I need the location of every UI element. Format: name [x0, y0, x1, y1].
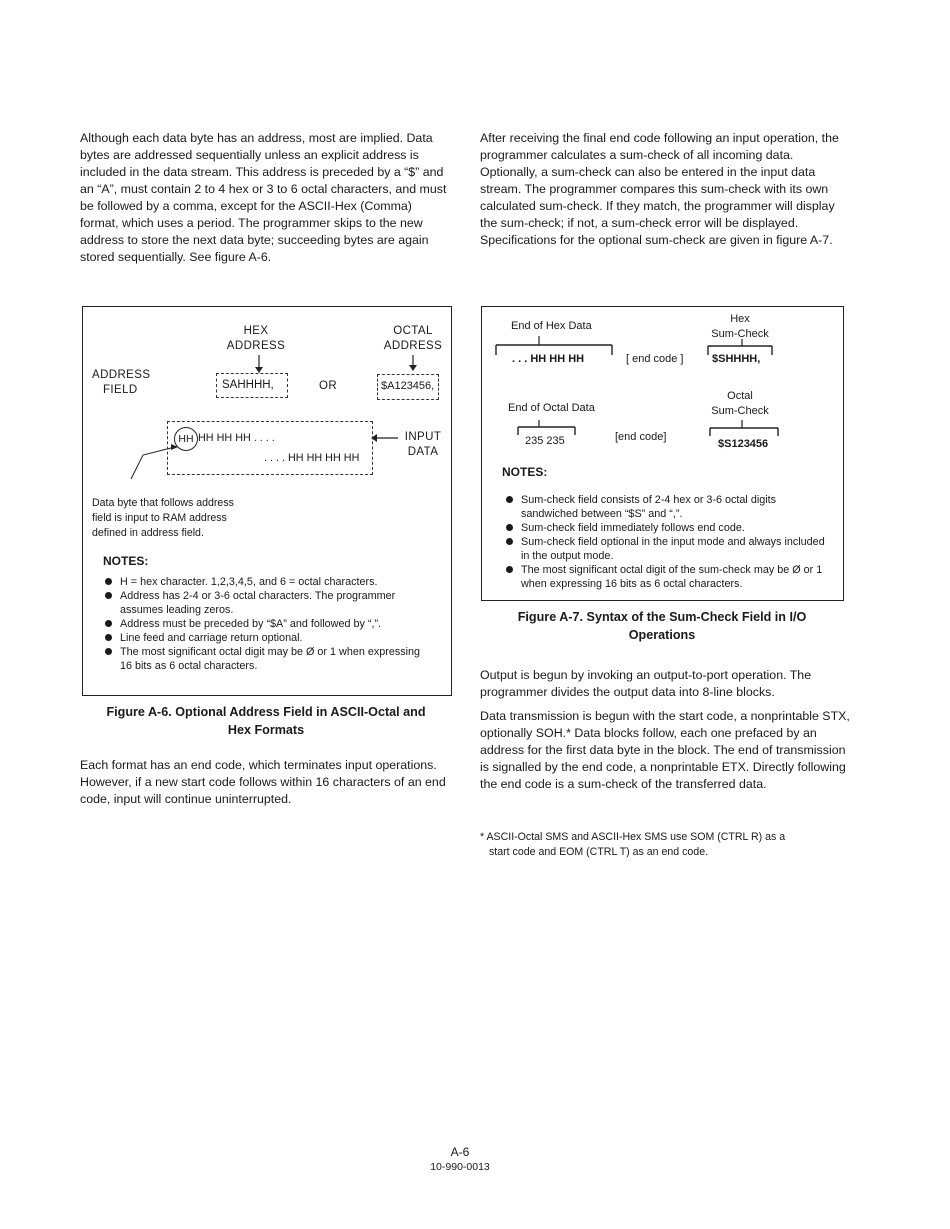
octal-address-box	[377, 374, 439, 400]
input-data-label: INPUT DATA	[404, 431, 442, 458]
octal-sumcheck-value: $S123456	[718, 438, 769, 450]
end-code-hex: [ end code ]	[626, 353, 684, 365]
figure-a7-notes-heading: NOTES:	[502, 465, 548, 479]
address-arrows	[83, 307, 451, 507]
end-octal-label: End of Octal Data	[508, 402, 595, 414]
hex-address-value: SAHHHH,	[222, 379, 274, 391]
list-item: The most significant octal digit may be Ø or 1 when expressing 16 bits as 6 octal characters.	[103, 645, 433, 673]
list-item: The most significant octal digit of the sum-check may be Ø or 1 when expressing 16 bits as 6 octal characters.	[504, 563, 828, 591]
right-intro-paragraph: After receiving the final end code following an input operation, the programmer calculates a sum-check of all incoming data. Optionally, a sum-check can also be entered in the input data stream. The programmer compares this sum-check with its own calculated sum-check. If they match, the programmer will display the sum-check; if not, a sum-check error will be displayed. Specifications for the optional sum-check are given in figure A-7.	[480, 131, 839, 247]
left-closing-paragraph: Each format has an end code, which terminates input operations. However, if a new start code follows within 16 characters of an end code, input will continue uninterrupted.	[80, 758, 446, 806]
hex-data: . . . HH HH HH	[512, 353, 585, 365]
data-line-2: . . . . HH HH HH HH	[264, 452, 360, 464]
figure-a7-box	[481, 306, 844, 601]
hex-sumcheck-value: $SHHHH,	[712, 353, 761, 365]
list-item: Sum-check field consists of 2-4 hex or 3-6 octal digits sandwiched between “$S” and “,”.	[504, 493, 828, 521]
figure-a7-brackets	[482, 307, 843, 447]
list-item: Address has 2-4 or 3-6 octal characters. The programmer assumes leading zeros.	[103, 589, 433, 617]
data-byte-note: Data byte that follows address field is input to RAM address defined in address field.	[92, 497, 234, 539]
input-data-box	[167, 421, 373, 475]
hex-address-label: HEX ADDRESS	[226, 325, 286, 352]
page-number: A-6	[450, 1145, 470, 1159]
octal-data: 235 235	[525, 435, 565, 447]
list-item: Sum-check field optional in the input mode and always included in the output mode.	[504, 535, 828, 563]
octal-address-label: OCTAL ADDRESS	[383, 325, 443, 352]
footnote: * ASCII-Octal SMS and ASCII-Hex SMS use SOM (CTRL R) as a start code and EOM (CTRL T) as an end code.	[480, 831, 786, 858]
figure-a6-box	[82, 306, 452, 696]
data-line-1: HH HH HH . . . .	[198, 432, 275, 444]
figure-a6-notes-heading: NOTES:	[103, 554, 149, 568]
list-item: Address must be preceded by “$A” and followed by “,”.	[103, 617, 433, 631]
list-item: Sum-check field immediately follows end code.	[504, 521, 828, 535]
hex-sumcheck-label: Hex Sum-Check	[711, 313, 769, 340]
circled-data-byte: HH	[174, 427, 198, 451]
left-intro-paragraph: Although each data byte has an address, most are implied. Data bytes are addressed sequentially unless an explicit address is included in the data stream. This address is preceded by a “$” and an “A”, must contain 2 to 4 hex or 3 to 6 octal characters, and must be followed by a comma, except for the ASCII-Hex (Comma) format, which uses a period. The programmer skips to the new address to store the next data byte; succeeding bytes are again stored sequentially. See figure A-6.	[80, 131, 447, 264]
list-item: H = hex character. 1,2,3,4,5, and 6 = octal characters.	[103, 575, 433, 589]
end-hex-label: End of Hex Data	[511, 320, 592, 332]
document-number: 10-990-0013	[430, 1161, 490, 1173]
octal-sumcheck-label: Octal Sum-Check	[711, 390, 769, 417]
right-transmission-paragraph: Data transmission is begun with the start code, a nonprintable STX, optionally SOH.* Data blocks follow, each one prefaced by an address for the first data byte in the block. The end of transmission is signalled by the end code, a nonprintable ETX. Directly following the end code is a sum-check of the transferred data.	[480, 709, 850, 791]
list-item: Line feed and carriage return optional.	[103, 631, 433, 645]
right-output-paragraph: Output is begun by invoking an output-to-port operation. The programmer divides the output data into 8-line blocks.	[480, 668, 812, 699]
figure-a7-caption: Figure A-7. Syntax of the Sum-Check Field in I/O Operations	[517, 610, 807, 642]
figure-a6-caption: Figure A-6. Optional Address Field in ASCII-Octal and Hex Formats	[106, 705, 426, 737]
octal-address-value: $A123456,	[381, 380, 435, 392]
hex-address-box	[216, 373, 288, 398]
figure-a6-notes-list	[103, 575, 433, 673]
address-field-label: ADDRESS FIELD	[92, 369, 151, 396]
end-code-octal: [end code]	[615, 431, 667, 443]
or-label: OR	[319, 380, 338, 392]
figure-a7-notes-list	[504, 493, 828, 591]
